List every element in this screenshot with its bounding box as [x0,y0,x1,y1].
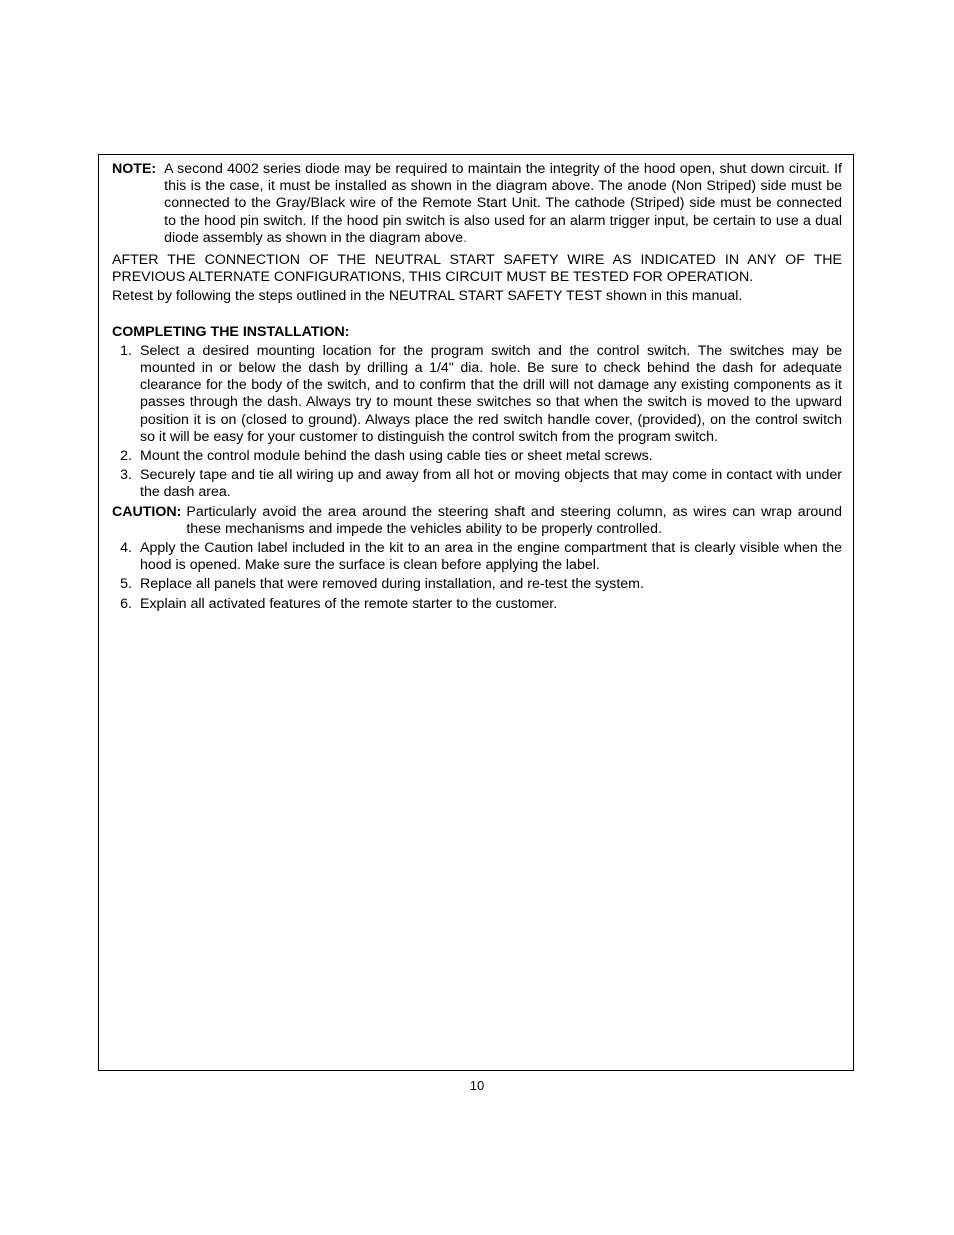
list-item-number: 3. [120,467,132,484]
list-item-text: Replace all panels that were removed during installation, and re-test the system. [140,576,644,593]
list-item-text: Explain all activated features of the remote starter to the customer. [140,595,558,612]
note-trailing-period: . [463,229,467,246]
after-connection-paragraph: AFTER THE CONNECTION OF THE NEUTRAL START SAFETY WIRE AS INDICATED IN ANY OF THE PREVIOUS ALTERNATE CONFIGURATIONS, THIS CIRCUIT MUST BE TESTED FOR OPERATION. [112,252,842,286]
list-item-number: 1. [120,342,132,359]
caution-label: CAUTION: [112,503,182,520]
retest-paragraph: Retest by following the steps outlined in the NEUTRAL START SAFETY TEST shown in this manual. [112,288,743,305]
list-item-number: 5. [120,576,132,593]
page-number: 10 [469,1078,485,1093]
document-body [112,161,842,613]
caution-block [112,504,842,538]
list-item-text: Mount the control module behind the dash using cable ties or sheet metal screws. [140,448,653,465]
note-block [112,161,842,247]
content-frame [98,154,854,1071]
list-item-number: 6. [120,595,132,612]
list-item [112,343,842,446]
list-item [112,467,842,501]
list-item-number: 2. [120,448,132,465]
list-item [112,576,842,593]
list-item-number: 4. [120,540,132,557]
list-item-text: Securely tape and tie all wiring up and away from all hot or moving objects that may come in contact with under the dash area. [140,467,842,501]
list-item [112,448,842,465]
list-item [112,540,842,574]
list-item-text: Apply the Caution label included in the kit to an area in the engine compartment that is clearly visible when the hood is opened. Make sure the surface is clean before applying the label. [140,540,842,574]
list-item [112,596,842,613]
list-item-text: Select a desired mounting location for the program switch and the control switch. The switches may be mounted in or below the dash by drilling a 1/4" dia. hole. Be sure to check behind the dash for adequate clearance for the body of the switch, and to confirm that the drill will not damage any existing components as it passes through the dash. Always try to mount these switches so that when the switch is moved to the upward position it is on (closed to ground). Always place the red switch handle cover, (provided), on the control switch so it will be easy for your customer to distinguish the control switch from the program switch. [140,342,842,445]
completing-heading: COMPLETING THE INSTALLATION: [112,323,350,340]
note-body: A second 4002 series diode may be required to maintain the integrity of the hood open, shut down circuit. If this is the case, it must be installed as shown in the diagram above. The anode (Non Striped) side must be connected to the Gray/Black wire of the Remote Start Unit. The cathode (Striped) side must be connected to the hood pin switch. If the hood pin switch is also used for an alarm trigger input, be certain to use a dual diode assembly as shown in the diagram above [164,161,842,246]
caution-text: Particularly avoid the area around the steering shaft and steering column, as wires can wrap around these mechanisms and impede the vehicles ability to be properly controlled. [186,503,842,537]
note-text [164,161,842,247]
note-label: NOTE: [112,161,157,177]
